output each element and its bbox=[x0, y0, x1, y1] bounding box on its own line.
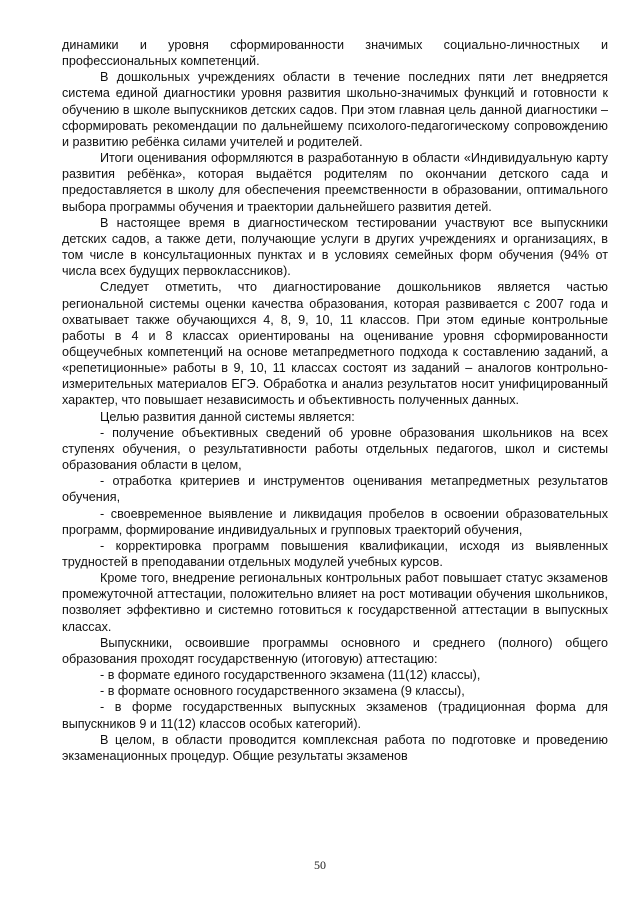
paragraph: Следует отметить, что диагностирование дошкольников является частью региональной системы оценки качества образования, которая развивается с 2007 года и охватывает также обучающихся 4, 8, 9, 10, 11 классов. При этом единые контрольные работы в 4 и 8 классах ориентированы на оценивание уровня сформированности общеучебных компетенций на основе метапредметного подхода к составлению заданий, а «репетиционные» работы в 9, 10, 11 классах состоят из заданий – аналогов контрольно-измерительных материалов ЕГЭ. Обработка и анализ результатов носит унифицированный характер, что повышает независимость и объективность полученных данных. bbox=[62, 280, 608, 408]
list-item: - корректировка программ повышения квалификации, исходя из выявленных трудностей в преподавании отдельных модулей учебных курсов. bbox=[62, 538, 608, 569]
paragraph: В настоящее время в диагностическом тестировании участвуют все выпускники детских садов, а также дети, получающие услуги в других учреждениях и организациях, в том числе в консультационных пунктах и в условиях семейных форм обучения (94% от числа всех будущих первоклассников). bbox=[62, 215, 608, 279]
paragraph: В дошкольных учреждениях области в течение последних пяти лет внедряется система единой диагностики уровня развития школьно-значимых функций и готовности к обучению в школе выпускников детских садов. При этом главная цель данной диагностики – сформировать рекомендации по дальнейшему психолого-педагогическому сопровождению и развитию ребёнка силами учителей и родителей. bbox=[62, 70, 608, 149]
paragraph: Итоги оценивания оформляются в разработанную в области «Индивидуальную карту развития ребёнка», которая выдаётся родителям по окончании детского сада и предоставляется в школу для обеспечения преемственности в образовании, оптимального выбора программы обучения и траектории дальнейшего развития детей. bbox=[62, 151, 608, 214]
paragraph: В целом, в области проводится комплексная работа по подготовке и проведению экзаменационных процедур. Общие результаты экзаменов bbox=[62, 732, 608, 763]
paragraph: Целью развития данной системы является: bbox=[100, 409, 355, 424]
list-item: - отработка критериев и инструментов оценивания метапредметных результатов обучения, bbox=[62, 474, 608, 505]
body-text bbox=[62, 37, 608, 764]
list-item: - в форме государственных выпускных экзаменов (традиционная форма для выпускников 9 и 11(12) классов особых категорий). bbox=[62, 700, 608, 731]
list-item: - в формате единого государственного экзамена (11(12) классы), bbox=[100, 668, 481, 683]
paragraph: динамики и уровня сформированности значимых социально-личностных и профессиональных компетенций. bbox=[62, 38, 608, 69]
paragraph: Выпускники, освоившие программы основного и среднего (полного) общего образования проходят государственную (итоговую) аттестацию: bbox=[62, 635, 608, 666]
list-item: - своевременное выявление и ликвидация пробелов в освоении образовательных программ, формирование индивидуальных и групповых траекторий обучения, bbox=[62, 506, 608, 537]
list-item: - в формате основного государственного экзамена (9 классы), bbox=[100, 684, 465, 699]
paragraph: Кроме того, внедрение региональных контрольных работ повышает статус экзаменов промежуточной аттестации, положительно влияет на рост мотивации обучения школьников, позволяет эффективно и системно готовиться к государственной аттестации в выпускных классах. bbox=[62, 571, 608, 634]
list-item: - получение объективных сведений об уровне образования школьников на всех ступенях обучения, о результативности работы отдельных педагогов, школ и системы образования области в целом, bbox=[62, 425, 608, 473]
page-number: 50 bbox=[314, 858, 326, 872]
